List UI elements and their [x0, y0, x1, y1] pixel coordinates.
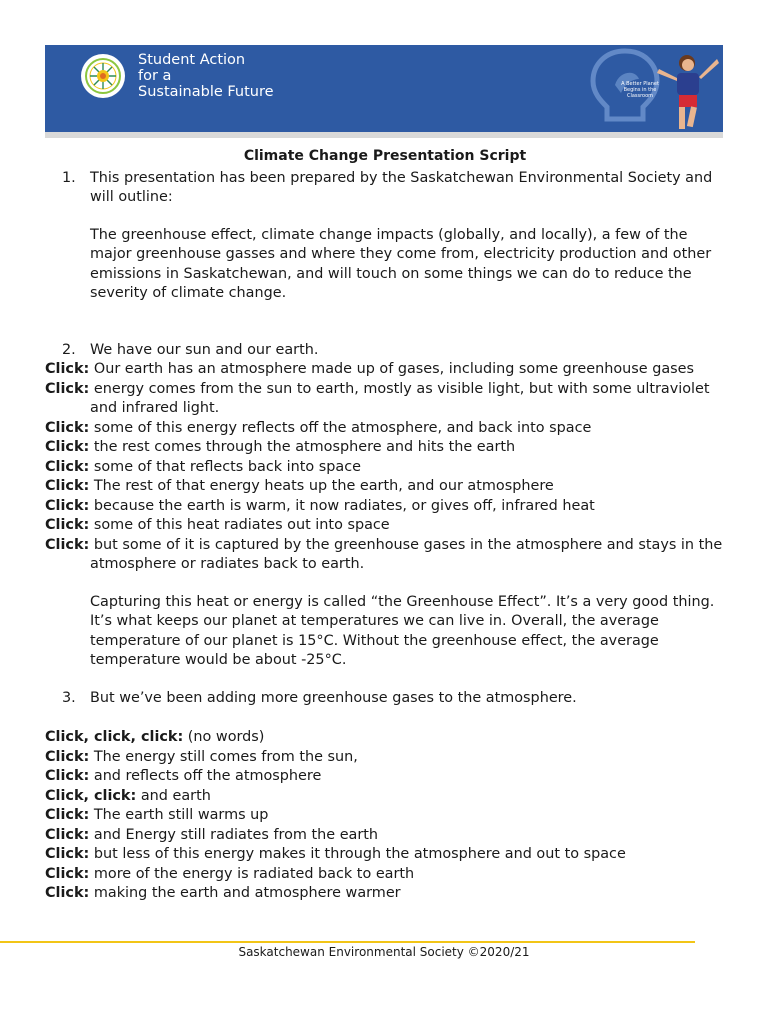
click-label: Click: — [45, 458, 90, 475]
click-text: and Energy still radiates from the earth — [89, 826, 379, 843]
click-text: and earth — [136, 787, 211, 804]
item-text: We have our sun and our earth. — [90, 341, 319, 358]
click-text: (no words) — [183, 729, 265, 745]
click-label: Click: — [45, 517, 90, 533]
click-text: some of this energy reflects off the atmosphere, and back into space — [89, 419, 592, 436]
click-label: Click: — [45, 536, 90, 553]
tagline: A Better Planet Begins in the Classroom — [621, 81, 659, 99]
click-label: Click: — [45, 748, 90, 765]
click-text: but some of it is captured by the greenhouse gases in the atmosphere and stays in the atmosphere or radiates back to earth. — [89, 536, 723, 572]
brand-line: Student Action — [138, 52, 246, 68]
click-label: Click: — [45, 497, 90, 514]
click-text: The rest of that energy heats up the earth, and our atmosphere — [89, 478, 554, 494]
click-step — [45, 477, 725, 497]
click-step — [45, 865, 725, 885]
click-label: Click: — [45, 846, 90, 862]
click-step — [45, 516, 725, 536]
sustainability-logo-icon — [81, 54, 125, 98]
click-label: Click, click: — [45, 787, 137, 804]
click-text: more of the energy is radiated back to earth — [89, 865, 415, 882]
click-text: energy comes from the sun to earth, mostly as visible light, but with some ultraviolet and infrared light. — [89, 380, 710, 416]
item-number: 1. — [62, 169, 76, 186]
click-text: some of that reflects back into space — [89, 458, 361, 475]
footer-text: Saskatchewan Environmental Society ©2020/21 — [238, 945, 530, 959]
click-text: The energy still comes from the sun, — [89, 748, 358, 765]
click-step — [45, 787, 725, 807]
document-body — [45, 147, 725, 904]
click-text: the rest comes through the atmosphere and hits the earth — [89, 439, 516, 455]
click-label: Click: — [45, 865, 90, 882]
click-text: some of this heat radiates out into space — [89, 517, 390, 533]
click-step — [45, 884, 725, 904]
jumping-child-icon — [657, 51, 723, 138]
click-text: because the earth is warm, it now radiates, or gives off, infrared heat — [89, 497, 595, 514]
click-label: Click: — [45, 478, 90, 494]
click-text: but less of this energy makes it through the atmosphere and out to space — [89, 846, 626, 862]
click-label: Click: — [45, 380, 90, 397]
brand-line: Sustainable Future — [138, 84, 274, 100]
click-text: The earth still warms up — [89, 807, 269, 823]
header-banner — [45, 45, 723, 138]
click-step — [45, 767, 725, 787]
click-text: making the earth and atmosphere warmer — [89, 885, 401, 901]
brand-title — [138, 52, 274, 100]
click-text: Our earth has an atmosphere made up of gases, including some greenhouse gases — [89, 361, 694, 377]
numbered-item-3 — [45, 689, 725, 709]
greenhouse-paragraph: Capturing this heat or energy is called “the Greenhouse Effect”. It’s a very good thing. It’s what keeps our planet at temperatures we can live in. Overall, the average temperature of our planet is 15°C. Without the greenhouse effect, the average temperature would be about -25°C. — [90, 593, 715, 668]
intro-paragraph: The greenhouse effect, climate change impacts (globally, and locally), a few of the major greenhouse gasses and where they come from, electricity production and other emissions in Saskatchewan, and will touch on some things we can do to reduce the severity of climate change. — [90, 226, 712, 301]
click-label: Click: — [45, 826, 90, 843]
click-label: Click: — [45, 419, 90, 436]
numbered-item-1 — [45, 169, 725, 208]
click-step — [45, 845, 725, 865]
click-label: Click, click, click: — [45, 729, 184, 745]
click-step — [45, 728, 725, 748]
click-step — [45, 748, 725, 768]
item-number: 3. — [62, 689, 76, 706]
click-step — [45, 806, 725, 826]
click-step — [45, 536, 725, 575]
click-label: Click: — [45, 439, 90, 455]
item-text: But we’ve been adding more greenhouse gases to the atmosphere. — [90, 689, 577, 706]
click-step — [45, 380, 725, 419]
click-label: Click: — [45, 807, 90, 823]
click-label: Click: — [45, 361, 90, 377]
brand-line: for a — [138, 68, 172, 84]
numbered-item-2 — [45, 341, 725, 361]
click-step — [45, 438, 725, 458]
page-title: Climate Change Presentation Script — [243, 148, 527, 164]
click-label: Click: — [45, 768, 90, 784]
click-step — [45, 826, 725, 846]
click-step — [45, 419, 725, 439]
click-step — [45, 360, 725, 380]
item-number: 2. — [62, 341, 76, 358]
click-step — [45, 458, 725, 478]
click-step — [45, 497, 725, 517]
click-text: and reflects off the atmosphere — [89, 768, 322, 784]
click-label: Click: — [45, 885, 90, 901]
footer-divider — [0, 941, 695, 943]
item-text: This presentation has been prepared by the Saskatchewan Environmental Society and will outline: — [90, 169, 713, 205]
